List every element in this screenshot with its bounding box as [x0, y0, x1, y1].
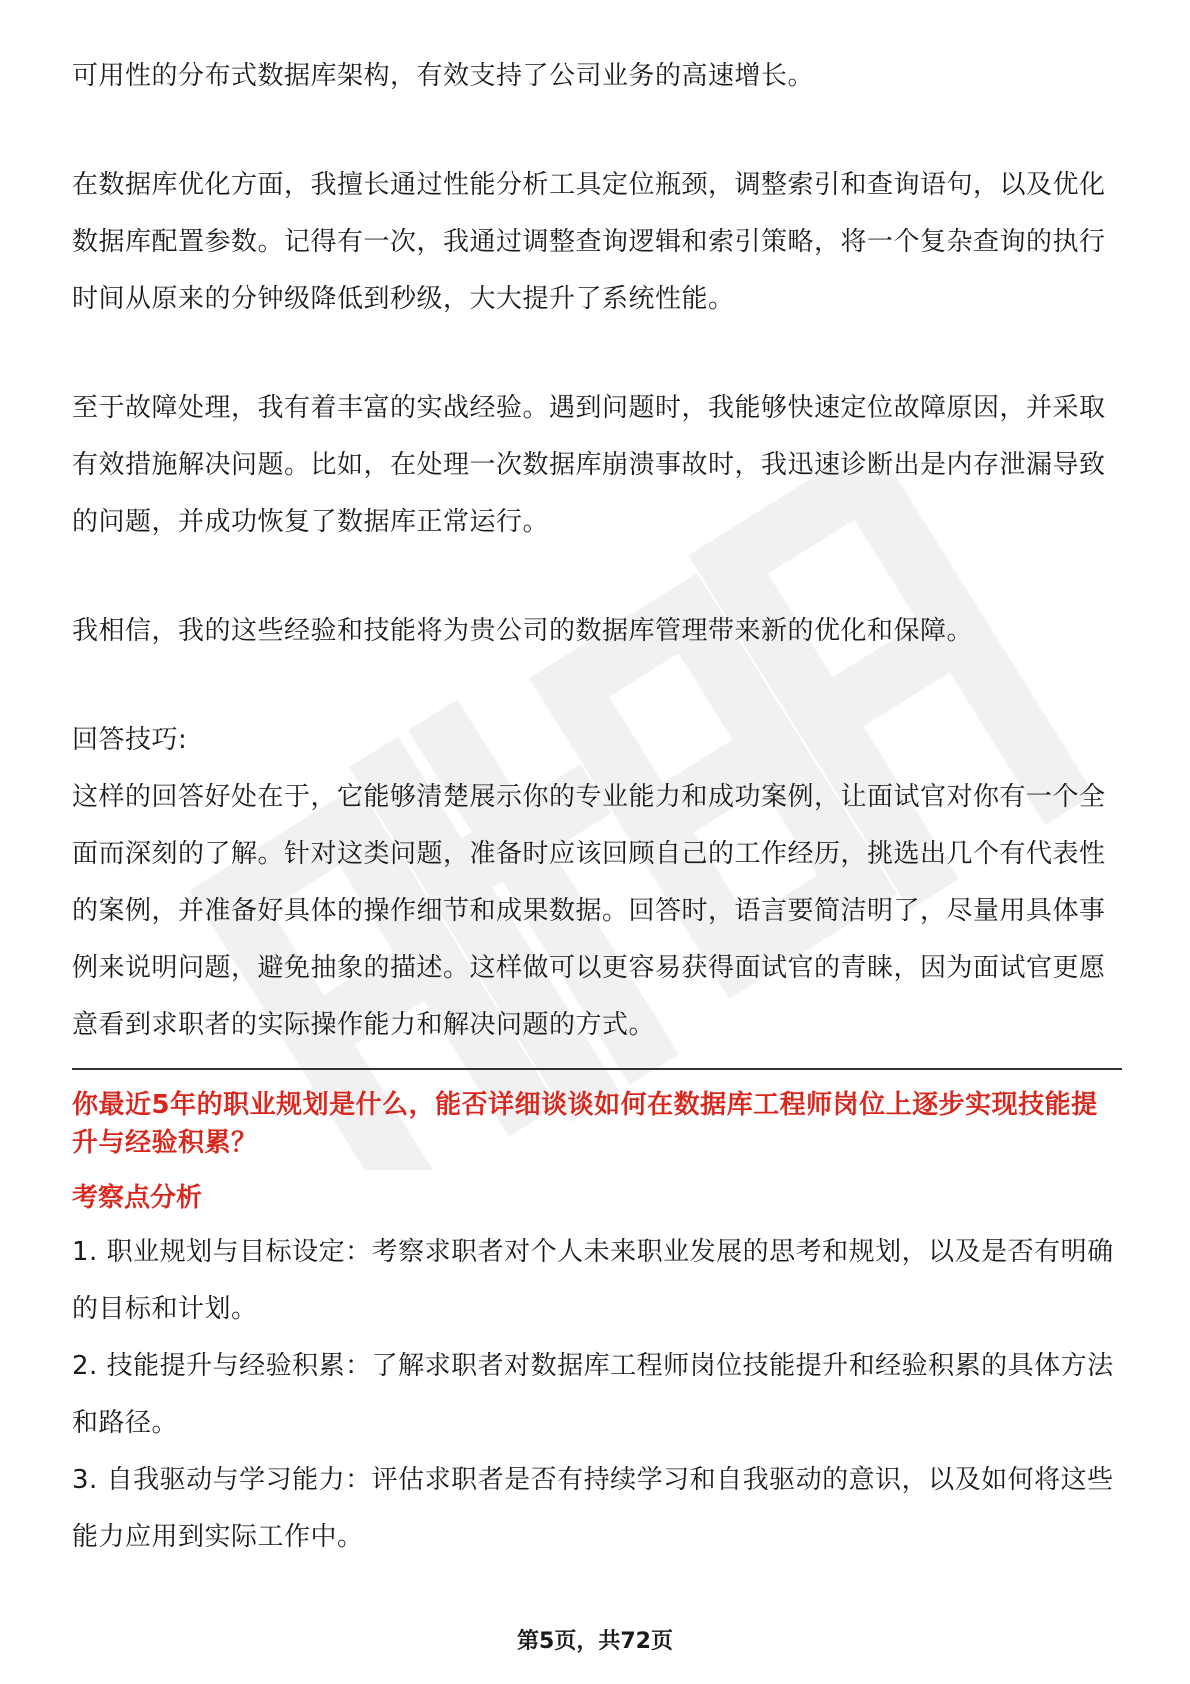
paragraph-architecture: 可用性的分布式数据库架构，有效支持了公司业务的高速增长。 — [72, 61, 815, 91]
paragraph-troubleshooting: 至于故障处理，我有着丰富的实战经验。遇到问题时，我能够快速定位故障原因，并采取有效措施解决问题。比如，在处理一次数据库崩溃事故时，我迅速诊断出是内存泄漏导致的问题，并成功恢复了数据库正常运行。 — [72, 393, 1106, 537]
paragraph-conclusion: 我相信，我的这些经验和技能将为贵公司的数据库管理带来新的优化和保障。 — [72, 616, 974, 646]
paragraph-optimization: 在数据库优化方面，我擅长通过性能分析工具定位瓶颈，调整索引和查询语句，以及优化数据库配置参数。记得有一次，我通过调整查询逻辑和索引策略，将一个复杂查询的执行时间从原来的分钟级降低到秒级，大大提升了系统性能。 — [72, 170, 1106, 314]
interview-question: 你最近5年的职业规划是什么，能否详细谈谈如何在数据库工程师岗位上逐步实现技能提升与经验积累？ — [72, 1090, 1098, 1158]
tips-label: 回答技巧: — [72, 725, 188, 755]
analysis-heading: 考察点分析 — [72, 1183, 203, 1213]
tips-text: 这样的回答好处在于，它能够清楚展示你的专业能力和成功案例，让面试官对你有一个全面而深刻的了解。针对这类问题，准备时应该回顾自己的工作经历，挑选出几个有代表性的案例，并准备好具体的操作细节和成果数据。回答时，语言要简洁明了，尽量用具体事例来说明问题，避免抽象的描述。这样做可以更容易获得面试官的青睐，因为面试官更愿意看到求职者的实际操作能力和解决问题的方式。 — [72, 782, 1106, 1040]
analysis-item-2: 2. 技能提升与经验积累：了解求职者对数据库工程师岗位技能提升和经验积累的具体方法和路径。 — [72, 1351, 1114, 1438]
analysis-item-3: 3. 自我驱动与学习能力：评估求职者是否有持续学习和自我驱动的意识，以及如何将这些能力应用到实际工作中。 — [72, 1465, 1114, 1552]
section-divider — [72, 1068, 1122, 1070]
page-number: 第5页，共72页 — [517, 1629, 673, 1654]
page-content — [72, 48, 1122, 1566]
analysis-item-1: 1. 职业规划与目标设定：考察求职者对个人未来职业发展的思考和规划，以及是否有明确的目标和计划。 — [72, 1237, 1114, 1324]
